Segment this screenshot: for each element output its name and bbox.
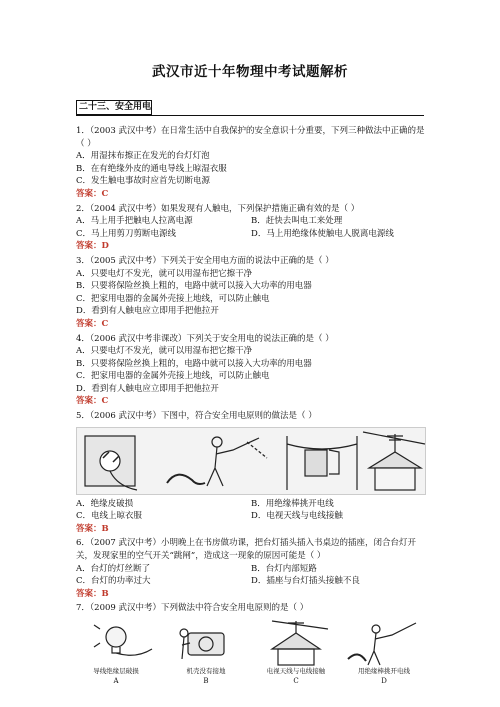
figure-caption-b: 机壳没有接地 [186, 667, 226, 675]
figure-caption-a: 导线绝缘层破损 [93, 667, 139, 675]
question-4-option-b: B．只要将保险丝换上粗的，电路中就可以接入大功率的用电器 [76, 358, 312, 369]
question-list [76, 125, 426, 683]
section-divider [76, 115, 424, 116]
question-2-answer: 答案：D [76, 241, 109, 252]
page-title: 武汉市近十年物理中考试题解析 [152, 64, 348, 80]
question-5-stem: 5．（2006 武汉中考）下图中，符合安全用电原则的做法是（ ） [76, 411, 317, 422]
figure-letter-d: D [381, 677, 387, 685]
question-4-option-c: C．把家用电器的金属外壳接上地线，可以防止触电 [76, 371, 270, 382]
question-4-stem: 4．（2006 武汉中考非课改）下列关于安全用电的说法正确的是（ ） [76, 333, 334, 344]
question-4-answer: 答案：C [76, 396, 109, 407]
figure-caption-d: 用绝缘棒挑开电线 [358, 667, 410, 675]
question-6-option-a: A．台灯的灯丝断了 [76, 563, 151, 574]
clothes-on-wire-illustration [287, 436, 357, 490]
question-3-answer: 答案：C [76, 318, 109, 329]
question-3-option-b: B．只要将保险丝换上粗的，电路中就可以接入大功率的用电器 [76, 281, 312, 292]
figure-letter-a: A [113, 677, 119, 685]
question-5-option-c: C．电线上晾衣服 [76, 511, 143, 522]
question-2-option-d: D．马上用绝缘体使触电人脱离电源线 [251, 228, 394, 239]
question-7-stem: 7．（2009 武汉中考）下列做法中符合安全用电原则的是（ ） [76, 603, 309, 614]
section-heading: 二十三、安全用电 [76, 100, 152, 115]
question-5-figure [76, 427, 426, 495]
motor-illustration [180, 629, 224, 659]
figure-letter-b: B [203, 677, 209, 685]
question-1-option-c: C．发生触电事故时应首先切断电源 [76, 176, 211, 187]
question-1-answer: 答案：C [76, 188, 109, 199]
question-6-option-d: D．插座与台灯插头接触不良 [251, 576, 360, 587]
question-5-answer: 答案：B [76, 523, 109, 534]
question-2-stem: 2．（2004 武汉中考）如果发现有人触电，下列保护措施正确有效的是（ ） [76, 203, 360, 214]
question-5-option-a: A．绝缘皮破损 [76, 498, 134, 509]
question-6-stem: 6．（2007 武汉中考）小明晚上在书房做功课，把台灯插头插入书桌边的插座，闭合台灯开关，发现家里的空气开关“跳闸”，造成这一现象的原因可能是（ ） [76, 538, 416, 562]
question-2-option-b: B．赶快去叫电工来处理 [251, 216, 343, 227]
question-3-stem: 3．（2005 武汉中考）下列关于安全用电方面的说法中正确的是（ ） [76, 255, 334, 266]
question-6-option-c: C．台灯的功率过大 [76, 576, 151, 587]
person-rod-illustration [348, 623, 416, 665]
bulb-illustration [94, 625, 152, 655]
question-2-option-a: A．马上用手把触电人拉离电源 [76, 216, 193, 227]
house-antenna-illustration [272, 621, 328, 665]
question-5-option-b: B．用绝缘棒挑开电线 [251, 498, 334, 509]
question-3-option-d: D．看到有人触电应立即用手把他拉开 [76, 306, 219, 317]
plug-illustration [85, 436, 137, 490]
question-6-option-b: B．台灯内部短路 [251, 563, 317, 574]
figure-caption-c: 电视天线与电线接触 [266, 667, 326, 675]
figure-letter-c: C [293, 677, 299, 685]
question-1-option-b: B．在有绝缘外皮的通电导线上晾湿衣服 [76, 163, 227, 174]
question-1-option-a: A．用湿抹布擦正在发光的台灯灯泡 [76, 151, 210, 162]
question-3-option-c: C．把家用电器的金属外壳接上地线，可以防止触电 [76, 293, 270, 304]
question-1-stem: 1．（2003 武汉中考）在日常生活中自我保护的安全意识十分重要，下列三种做法中正确的是（ ） [76, 126, 425, 149]
antenna-house-illustration [363, 432, 425, 490]
question-7-figure [76, 619, 424, 683]
insulating-rod-illustration [167, 437, 267, 486]
question-2-option-c: C．马上用剪刀剪断电源线 [76, 228, 177, 239]
question-4-option-a: A．只要电灯不发光，就可以用湿布把它擦干净 [76, 346, 253, 357]
question-6-answer: 答案：B [76, 588, 109, 599]
question-5-option-d: D．电视天线与电线接触 [251, 511, 343, 522]
question-3-option-a: A．只要电灯不发光，就可以用湿布把它擦干净 [76, 268, 253, 279]
question-4-option-d: D．看到有人触电应立即用手把他拉开 [76, 383, 219, 394]
